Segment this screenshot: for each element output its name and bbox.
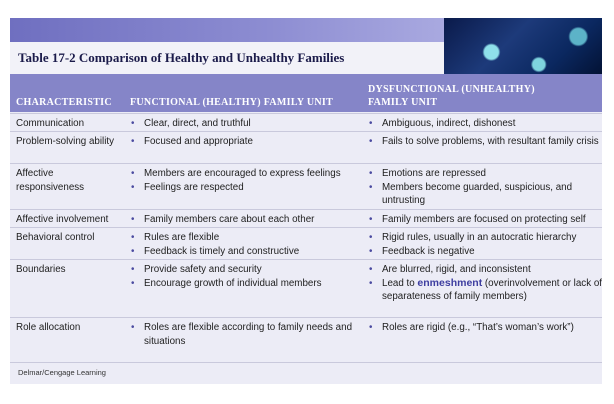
table-title: Table 17-2 Comparison of Healthy and Unhealthy Families <box>18 50 345 65</box>
list-item: • Members are encouraged to express feelings <box>128 167 354 181</box>
header-functional: FUNCTIONAL (HEALTHY) FAMILY UNIT <box>130 97 334 108</box>
row-characteristic: Role allocation <box>16 322 81 333</box>
row-characteristic: Problem-solving ability <box>16 136 115 147</box>
table-row <box>10 163 602 210</box>
row-characteristic: Communication <box>16 118 85 129</box>
table-row <box>10 317 602 363</box>
enmeshment-term: enmeshment <box>417 276 483 289</box>
list-item: • Feelings are respected <box>128 181 354 195</box>
functional-list <box>128 263 354 290</box>
list-item: • Feedback is timely and constructive <box>128 245 354 259</box>
list-item: • Clear, direct, and truthful <box>128 117 354 131</box>
list-item: • Family members are focused on protecting self <box>366 213 602 227</box>
row-characteristic: Behavioral control <box>16 232 95 243</box>
list-item: • Rules are flexible <box>128 231 354 245</box>
row-characteristic: Boundaries <box>16 264 66 275</box>
functional-list <box>128 321 354 348</box>
list-item: • Rigid rules, usually in an autocratic hierarchy <box>366 231 602 245</box>
table-row <box>10 113 602 132</box>
list-item: • Ambiguous, indirect, dishonest <box>366 117 602 131</box>
list-item: • Provide safety and security <box>128 263 354 277</box>
table-row <box>10 209 602 228</box>
dysfunctional-list <box>366 321 602 335</box>
enmeshment-definition: (overinvolvement or lack of separateness of family members) <box>382 277 602 302</box>
functional-list <box>128 135 354 149</box>
header-characteristic: CHARACTERISTIC <box>16 97 112 108</box>
list-item: • Family members care about each other <box>128 213 354 227</box>
dysfunctional-list <box>366 231 602 258</box>
dysfunctional-list <box>366 167 602 208</box>
dysfunctional-list <box>366 117 602 131</box>
dysfunctional-list <box>366 135 602 149</box>
top-banner <box>10 18 444 42</box>
table-row <box>10 227 602 260</box>
credit-line: Delmar/Cengage Learning <box>18 368 106 377</box>
list-item: • Encourage growth of individual members <box>128 277 354 291</box>
row-characteristic: Affective responsiveness <box>16 168 85 193</box>
list-item: • Roles are flexible according to family needs and situations <box>128 321 354 348</box>
lead-text: Lead to <box>382 277 418 289</box>
list-item: • Roles are rigid (e.g., “That’s woman’s work”) <box>366 321 602 335</box>
decorative-photo <box>444 18 602 80</box>
list-item <box>366 277 602 304</box>
row-characteristic: Affective involvement <box>16 214 109 225</box>
table-row <box>10 259 602 318</box>
list-item: • Feedback is negative <box>366 245 602 259</box>
list-item: • Members become guarded, suspicious, and untrusting <box>366 181 602 208</box>
table-row <box>10 131 602 164</box>
dysfunctional-list <box>366 213 602 227</box>
functional-list <box>128 231 354 258</box>
list-item: • Fails to solve problems, with resultant family crisis <box>366 135 602 149</box>
dysfunctional-list <box>366 263 602 304</box>
table-header <box>10 74 602 112</box>
header-dysfunctional: DYSFUNCTIONAL (UNHEALTHY) FAMILY UNIT <box>368 84 535 108</box>
list-item: • Focused and appropriate <box>128 135 354 149</box>
functional-list <box>128 117 354 131</box>
table-panel <box>10 18 602 384</box>
list-item: • Are blurred, rigid, and inconsistent <box>366 263 602 277</box>
list-item: • Emotions are repressed <box>366 167 602 181</box>
functional-list <box>128 167 354 194</box>
functional-list <box>128 213 354 227</box>
